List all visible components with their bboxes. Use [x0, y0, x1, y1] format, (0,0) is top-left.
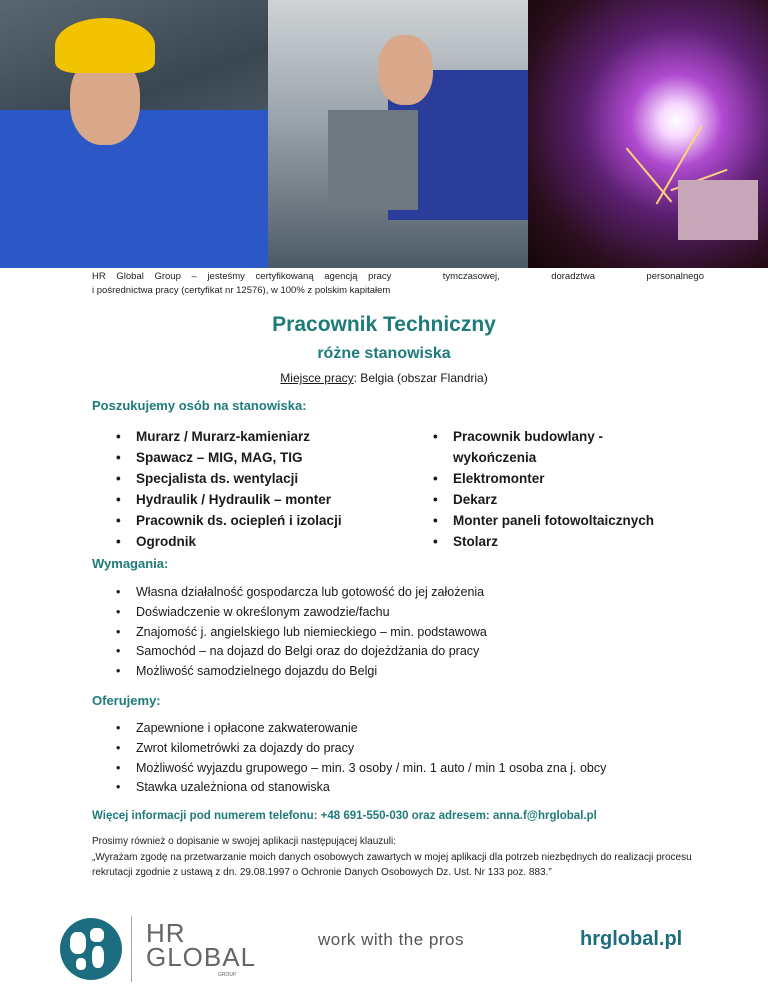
globe-logo-icon [60, 918, 122, 980]
positions-list-left [110, 426, 342, 552]
clause-text: „Wyrażam zgodę na przetwarzanie moich danych osobowych zawartych w mojej aplikacji dla potrzeb niezbędnych do realizacji procesu rekrutacji zgodnie z ustawą z dn. 29.08.1997 o Ochronie Danych Osobowych Dz. Ust. Nr 133 poz. 883.” [92, 851, 692, 878]
location-label: Miejsce pracy [280, 371, 354, 385]
page-subtitle: różne stanowiska [317, 345, 451, 362]
list-item [427, 426, 654, 468]
intro-line1-a: doradztwa [551, 271, 596, 282]
list-item: • Doświadczenie w określonym zawodzie/fachu [110, 603, 487, 623]
list-item: • Zapewnione i opłacone zakwaterowanie [110, 719, 606, 739]
list-item: • Możliwość wyjazdu grupowego – min. 3 osoby / min. 1 auto / min 1 osoba zna j. obcy [110, 759, 606, 779]
list-item-line: wykończenia [453, 450, 537, 465]
logo-global: GLOBAL [146, 942, 257, 972]
list-item: • Zwrot kilometrówki za dojazdy do pracy [110, 739, 606, 759]
intro-line1-left: HR Global Group – jesteśmy certyfikowaną agencją pracy [92, 271, 392, 282]
positions-list-right [427, 426, 654, 552]
list-item: • Samochód – na dojazd do Belgi oraz do dojeżdżania do pracy [110, 642, 487, 662]
privacy-clause [92, 834, 692, 881]
list-item: • Stawka uzależniona od stanowiska [110, 778, 606, 798]
location [0, 371, 768, 385]
intro-line1-mid: tymczasowej, [442, 271, 500, 282]
offer-list [110, 719, 606, 798]
website-link[interactable]: hrglobal.pl [580, 928, 683, 950]
offer-heading: Oferujemy: [92, 693, 161, 708]
list-item: • Monter paneli fotowoltaicznych [427, 510, 654, 531]
list-item: • Dekarz [427, 489, 654, 510]
contact-info: Więcej informacji pod numerem telefonu: +48 691-550-030 oraz adresem: anna.f@hrglobal.pl [92, 810, 597, 822]
list-item-line: Pracownik budowlany - [453, 429, 604, 444]
requirements-list [110, 583, 487, 682]
list-item: • Stolarz [427, 531, 654, 552]
header-photos [0, 0, 768, 268]
logo-group: GROUP [218, 972, 237, 978]
intro-text [92, 270, 704, 298]
page-title: Pracownik Techniczny [272, 313, 496, 336]
clause-intro: Prosimy również o dopisanie w swojej aplikacji następującej klauzuli: [92, 836, 397, 847]
list-item: • Specjalista ds. wentylacji [110, 468, 342, 489]
logo-hr: HR [146, 918, 186, 948]
list-item: • Znajomość j. angielskiego lub niemieckiego – min. podstawowa [110, 623, 487, 643]
list-item: • Własna działalność gospodarcza lub gotowość do jej założenia [110, 583, 487, 603]
list-item: • Możliwość samodzielnego dojazdu do Belgi [110, 662, 487, 682]
intro-line2: i pośrednictwa pracy (certyfikat nr 12576), w 100% z polskim kapitałem [92, 285, 391, 296]
location-value: : Belgia (obszar Flandria) [353, 371, 488, 385]
slogan: work with the pros [318, 930, 464, 949]
list-item: • Ogrodnik [110, 531, 342, 552]
list-item: • Hydraulik / Hydraulik – monter [110, 489, 342, 510]
intro-line1-b: personalnego [646, 271, 704, 282]
list-item: • Spawacz – MIG, MAG, TIG [110, 447, 342, 468]
photo-worker-machine [268, 0, 528, 268]
logo-divider [131, 916, 132, 982]
list-item: • Elektromonter [427, 468, 654, 489]
photo-welding [528, 0, 768, 268]
list-item: • Pracownik ds. ociepleń i izolacji [110, 510, 342, 531]
footer [0, 908, 768, 994]
photo-worker-helmet [0, 0, 268, 268]
requirements-heading: Wymagania: [92, 556, 169, 571]
list-item: • Murarz / Murarz-kamieniarz [110, 426, 342, 447]
positions-heading: Poszukujemy osób na stanowiska: [92, 398, 307, 413]
